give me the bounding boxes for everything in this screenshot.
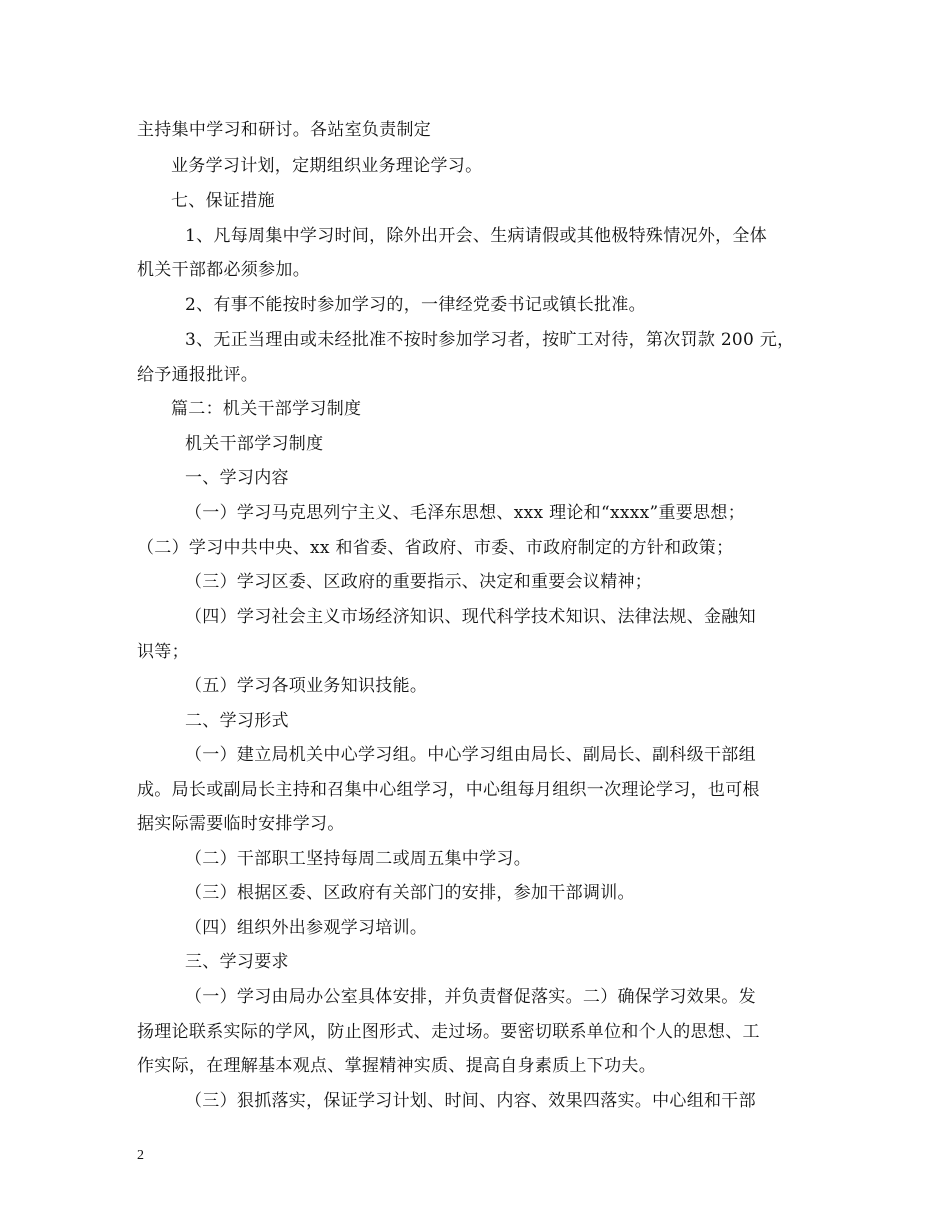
page-number: 2 (137, 1148, 144, 1163)
text-line: （二）学习中共中央、xx 和省委、省政府、市委、市政府制定的方针和政策； (137, 538, 734, 558)
text-line: 3、无正当理由或未经批准不按时参加学习者，按旷工对待，第次罚款 200 元， (185, 330, 795, 350)
text-line: 主持集中学习和研讨。各站室负责制定 (137, 120, 432, 140)
text-line: （三）学习区委、区政府的重要指示、决定和重要会议精神； (185, 572, 653, 592)
section-heading: 一、学习内容 (185, 468, 289, 488)
text-line: （一）学习马克思列宁主义、毛泽东思想、xxx 理论和“xxxx”重要思想； (185, 503, 745, 523)
text-line: 2、有事不能按时参加学习的，一律经党委书记或镇长批准。 (185, 295, 646, 315)
text-line: （一）学习由局办公室具体安排，并负责督促落实。二）确保学习效果。发 (185, 987, 756, 1007)
text-line: 成。局长或副局长主持和召集中心组学习，中心组每月组织一次理论学习，也可根 (137, 780, 760, 800)
section-heading: 三、学习要求 (185, 952, 289, 972)
text-line: 业务学习计划，定期组织业务理论学习。 (171, 156, 483, 176)
text-line: 给予通报批评。 (137, 365, 259, 385)
text-line: （四）学习社会主义市场经济知识、现代科学技术知识、法律法规、金融知 (185, 607, 756, 627)
document-title: 机关干部学习制度 (185, 434, 324, 454)
text-line: 1、凡每周集中学习时间，除外出开会、生病请假或其他极特殊情况外，全体 (185, 226, 768, 246)
text-line: 据实际需要临时安排学习。 (137, 814, 345, 834)
text-line: 作实际，在理解基本观点、掌握精神实质、提高自身素质上下功夫。 (137, 1056, 656, 1076)
text-line: 识等； (137, 642, 189, 662)
text-line: （四）组织外出参观学习培训。 (185, 918, 428, 938)
text-line: （二）干部职工坚持每周二或周五集中学习。 (185, 849, 531, 869)
section-heading: 七、保证措施 (171, 191, 275, 211)
text-line: （一）建立局机关中心学习组。中心学习组由局长、副局长、副科级干部组 (185, 745, 756, 765)
text-line: （三）狠抓落实，保证学习计划、时间、内容、效果四落实。中心组和干部 (185, 1091, 756, 1111)
section-heading: 二、学习形式 (185, 711, 289, 731)
text-line: （三）根据区委、区政府有关部门的安排，参加干部调训。 (185, 883, 635, 903)
text-line: （五）学习各项业务知识技能。 (185, 676, 428, 696)
text-line: 机关干部都必须参加。 (137, 260, 310, 280)
chapter-heading: 篇二：机关干部学习制度 (171, 399, 362, 419)
text-line: 扬理论联系实际的学风，防止图形式、走过场。要密切联系单位和个人的思想、工 (137, 1022, 760, 1042)
